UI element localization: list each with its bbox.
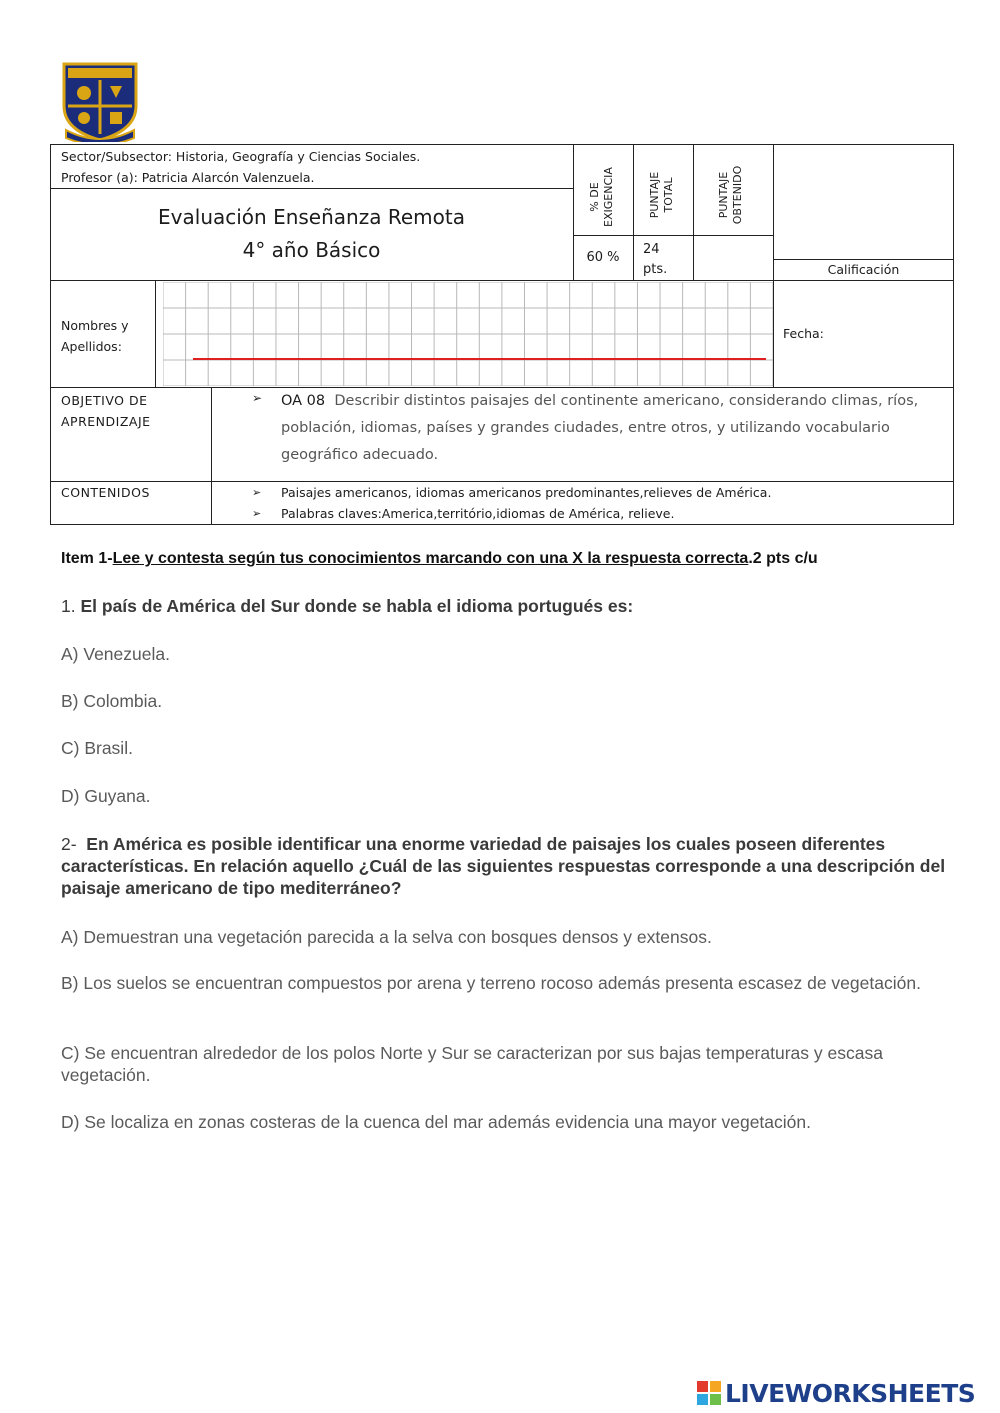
liveworksheets-logo	[697, 1378, 975, 1408]
question-2-text: En América es posible identificar una enorme variedad de paisajes los cuales poseen diferentes características. En relación aquello ¿Cuál de las siguientes respuestas corresponde a una descripción del paisaje americano de tipo mediterráneo?	[61, 834, 946, 898]
item1-instruction-text: Lee y contesta según tus conocimientos marcando con una X la respuesta correcta	[112, 550, 749, 567]
school-crest-logo	[60, 60, 140, 142]
calificacion-label: Calificación	[827, 262, 900, 277]
item1-instruction	[61, 550, 818, 568]
page-title: Evaluación Enseñanza Remota	[158, 205, 465, 229]
item1-prefix: Item 1-	[61, 550, 113, 567]
exigencia-value: 60 %	[586, 250, 620, 265]
question-2-option-c[interactable]: C) Se encuentran alrededor de los polos Norte y Sur se caracterizan por sus bajas temperaturas y escasa vegetación.	[61, 1043, 883, 1085]
liveworksheets-icon	[697, 1381, 721, 1405]
question-1-option-b[interactable]: B) Colombia.	[61, 691, 163, 711]
contenidos-bullet-2: ➢	[252, 507, 262, 520]
question-2-option-d[interactable]: D) Se localiza en zonas costeras de la cuenca del mar además evidencia una mayor vegetación.	[61, 1112, 811, 1132]
calificacion-field[interactable]	[774, 145, 953, 259]
objetivo-code: OA 08	[281, 393, 326, 409]
grade-subtitle: 4° año Básico	[242, 238, 381, 262]
question-2-number: 2-	[61, 834, 77, 854]
puntaje-total-value: 24 pts.	[643, 242, 668, 277]
contenidos-bullet-1: ➢	[252, 486, 262, 499]
puntaje-obtenido-header: PUNTAJE OBTENIDO	[717, 165, 744, 225]
question-1	[61, 596, 941, 617]
fecha-field[interactable]	[830, 318, 950, 348]
objetivo-label: OBJETIVO DE APRENDIZAJE	[61, 393, 151, 429]
item1-points: .2 pts c/u	[748, 550, 818, 567]
objetivo-text	[281, 388, 946, 469]
name-writing-grid[interactable]	[163, 282, 773, 386]
question-1-number: 1.	[61, 596, 76, 616]
contenidos-label: CONTENIDOS	[61, 485, 150, 500]
question-1-option-d[interactable]: D) Guyana.	[61, 786, 151, 806]
puntaje-total-header: PUNTAJE TOTAL	[648, 171, 675, 219]
profesor-text: Profesor (a): Patricia Alarcón Valenzuela.	[61, 170, 315, 185]
nombres-label: Nombres y Apellidos:	[61, 318, 129, 354]
question-2-option-b[interactable]: B) Los suelos se encuentran compuestos por arena y terreno rocoso además presenta escasez de vegetación.	[61, 973, 921, 993]
sector-text: Sector/Subsector: Historia, Geografía y Ciencias Sociales.	[61, 149, 421, 164]
question-2	[61, 833, 946, 899]
liveworksheets-wordmark: LIVEWORKSHEETS	[725, 1378, 976, 1408]
puntaje-obtenido-field[interactable]	[694, 236, 772, 280]
question-1-text: El país de América del Sur donde se habla el idioma portugués es:	[80, 596, 634, 616]
question-2-option-a[interactable]: A) Demuestran una vegetación parecida a la selva con bosques densos y extensos.	[61, 927, 712, 947]
question-1-option-c[interactable]: C) Brasil.	[61, 738, 133, 758]
exigencia-header: % DE EXIGENCIA	[588, 167, 615, 227]
question-1-option-a[interactable]: A) Venezuela.	[61, 644, 170, 664]
objetivo-bullet: ➢	[252, 391, 263, 405]
contenidos-item-1: Paisajes americanos, idiomas americanos predominantes,relieves de América.	[281, 485, 772, 500]
fecha-label: Fecha:	[783, 326, 824, 341]
objetivo-description: Describir distintos paisajes del continente americano, considerando climas, ríos, población, idiomas, países y grandes ciudades, entre otros, y utilizando vocabulario geográfico adecuado.	[281, 393, 919, 463]
contenidos-item-2: Palabras claves:America,território,idiomas de América, relieve.	[281, 506, 675, 521]
